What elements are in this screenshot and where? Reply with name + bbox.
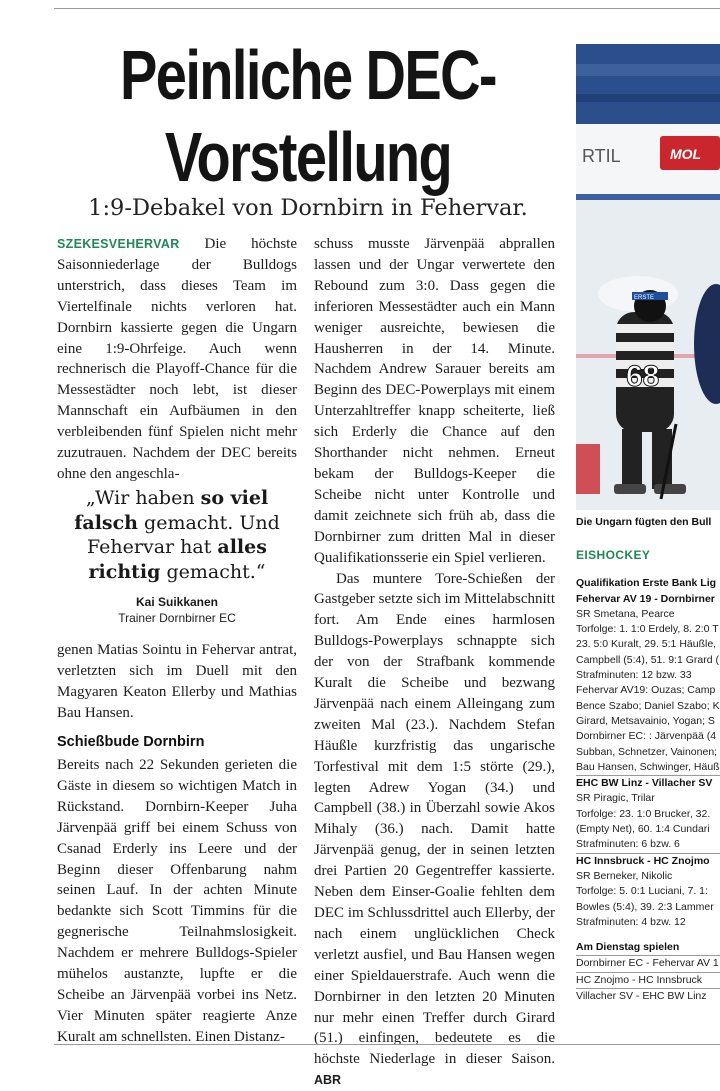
result-line: (Empty Net), 60. 1:4 Cundari xyxy=(576,823,710,836)
result-line: SR Piragic, Trilar xyxy=(576,792,655,805)
helmet-text: ERSTE xyxy=(634,295,655,301)
result-line: 23. 5:0 Kuralt, 29. 5:1 Häußle, xyxy=(576,638,717,651)
result-heading: Fehervar AV 19 - Dornbirner xyxy=(576,592,715,605)
result-line: Girard, Metsavainio, Yogan; S xyxy=(576,714,715,727)
quote-emphasis: so viel falsch xyxy=(74,487,269,534)
dateline: SZEKESVEHERVAR xyxy=(57,237,180,251)
article-column-1-top xyxy=(57,234,297,485)
sidebar-label: EISHOCKEY xyxy=(576,548,651,562)
result-heading: HC Innsbruck - HC Znojmo xyxy=(576,854,710,867)
result-line: Fehervar AV19: Ouzas; Camp xyxy=(576,684,716,697)
bottom-rule xyxy=(54,1044,720,1045)
result-line: SR Berneker, Nikolic xyxy=(576,869,673,882)
quote-author-role: Trainer Dornbirner EC xyxy=(118,611,236,625)
body-paragraph: Das muntere Tore-Schießen der Gastgeber setzte sich im Mittelabschnitt fort. Am Ende eines harmlosen Bulldogs-Powerplays schnappte sich der von der Strafbank kommende Kuralt die Scheibe und bezwang Järvenpää nach einem Alleingang zum zweiten Mal (23.). Nachdem Stefan Häußle kurzfristig das ungarische Torfestival mit dem 1:5 störte (29.), legten Adrew Yogan (34.) und Campbell (38.) in Überzahl sowie Akos Mihaly (36.) nach. Damit hatte Järvenpää genug, der in seinen letzten drei Partien 20 Gegentreffer kassierte. Neben dem Einser-Goalie fehlten dem DEC im Schlussdrittel auch Ellerby, der nach einem unglücklichen Check verletzt ausfiel, und Bau Hansen wegen einer Spieldauerstrafe. Auch wenn die Dornbirner in den letzten 20 Minuten nur mehr einen Treffer durch Girard (51.) einfingen, bedeutete es die höchste Niederlage in dieser Saison. xyxy=(314,570,555,1068)
body-text: Die höchste Saisonniederlage der Bulldogs unterstrich, dass dieses Team im Viertelfinale nichts verloren hat. Dornbirn kassierte gegen die Ungarn eine 1:9-Ohrfeige. Auch wenn rechnerisch die Playoff-Chance für die Messestädter noch lebt, ist dieser Mannschaft ein Aufbäumen in den verbleibenden fünf Spielen nicht mehr zuzutrauen. Nachdem der DEC bereits ohne den angeschla- xyxy=(57,236,298,482)
result-heading: EHC BW Linz - Villacher SV xyxy=(576,777,713,790)
subheadline: 1:9-Debakel von Dornbirn in Fehervar. xyxy=(88,195,528,221)
result-line: Strafminuten: 12 bzw. 33 xyxy=(576,669,692,682)
board-ad-text: RTIL xyxy=(582,146,621,166)
quote-author: Kai Suikkanen xyxy=(135,595,219,609)
result-line: Strafminuten: 6 bzw. 6 xyxy=(576,837,720,853)
article-column-1-bottom: Bereits nach 22 Sekunden gerieten die Gäste in diesem so wichtigen Match in Rückstand. Dornbirn-Keeper Juha Järvenpää griff bei einem Schuss von Csanad Erderly ins Leere und der Beginn dieser Offenbarung nahm seinen Lauf. In der achten Minute bedankte sich Scott Timmins für die gegnerische Teilnahmslosigkeit. Nachdem er mehrere Bulldogs-Spieler mühelos austanzte, lupfte er die Scheibe an Järvenpää vorbei ins Netz. Vier Minuten später reagierte Anze Kuralt am schnellsten. Einen Distanz- xyxy=(57,757,297,1045)
photo-caption: Die Ungarn fügten den Bull xyxy=(576,516,712,528)
result-line: Bowles (5:4), 39. 2:3 Lammer xyxy=(576,900,714,913)
article-column-1-middle: genen Matias Sointu in Fehervar antrat, verletzten sich im Duell mit den Magyaren Keaton Ellerby und Mathias Bau Hansen. xyxy=(57,642,297,721)
hockey-photo-illustration xyxy=(576,44,720,510)
result-line: Torfolge: 23. 1:0 Brucker, 32. xyxy=(576,807,711,820)
result-line: Bau Hansen, Schwinger, Häuß xyxy=(576,760,720,776)
jersey-number: 68 xyxy=(626,360,660,393)
result-line: Torfolge: 5. 0:1 Luciani, 7. 1: xyxy=(576,885,708,898)
result-line: Torfolge: 1. 1:0 Erdely, 8. 2:0 T xyxy=(576,623,719,636)
result-line: Bence Szabo; Daniel Szabo; K xyxy=(576,699,720,712)
quote-text: gemacht. Und Fehervar hat xyxy=(87,511,280,558)
result-line: SR Smetana, Pearce xyxy=(576,607,675,620)
result-line: Dornbirner EC: : Järvenpää (4 xyxy=(576,730,717,743)
author-signature: ABR xyxy=(314,1073,342,1088)
headline xyxy=(108,34,508,198)
schedule-line: Dornbirner EC - Fehervar AV 1 xyxy=(576,956,720,972)
schedule-line: Villacher SV - EHC BW Linz xyxy=(576,990,707,1003)
player-skate xyxy=(576,444,600,494)
result-line: Subban, Schnetzer, Vainonen; xyxy=(576,745,718,758)
hockey-photo xyxy=(576,44,720,510)
article-column-2 xyxy=(314,234,555,1091)
pull-quote xyxy=(57,486,297,584)
quote-emphasis: alles richtig xyxy=(88,536,267,583)
body-paragraph: schuss musste Järvenpää abprallen lassen und der Ungar verwertete den Rebound zum 3:0. Dass gegen die inferioren Messestädter auch ein Mann weniger ausreichte, bewiesen die Hausherren in der 14. Minute. Nachdem Andrew Sarauer bereits am Beginn des DEC-Powerplays mit einem Unterzahltreffer knapp scheiterte, ließ sich Erderly die Chance auf den Shorthander nicht nehmen. Erneut bekam der Bulldogs-Keeper die Scheibe nicht unter Kontrolle und damit zeichnete sich früh ab, dass die Dornbirner zum dritten Mal in dieser Qualifikationsserie ein Spiel verlieren. xyxy=(314,236,555,566)
headline-line-2: Vorstellung xyxy=(164,118,452,196)
schedule-heading: Am Dienstag spielen xyxy=(576,940,720,956)
quote-text: gemacht.“ xyxy=(160,560,266,583)
top-rule xyxy=(54,8,720,9)
section-subheading: Schießbude Dornbirn xyxy=(57,734,205,750)
schedule-line: HC Znojmo - HC Innsbruck xyxy=(576,973,720,989)
result-heading: Qualifikation Erste Bank Lig xyxy=(576,577,717,590)
board-ad-logo-text: MOL xyxy=(670,146,702,162)
results-sidebar xyxy=(576,548,720,1004)
quote-text: „Wir haben xyxy=(85,487,201,509)
headline-line-1: Peinliche DEC- xyxy=(120,36,496,114)
result-line: Campbell (5:4), 51. 9:1 Grard ( xyxy=(576,653,719,666)
result-line: Strafminuten: 4 bzw. 12 xyxy=(576,915,686,928)
